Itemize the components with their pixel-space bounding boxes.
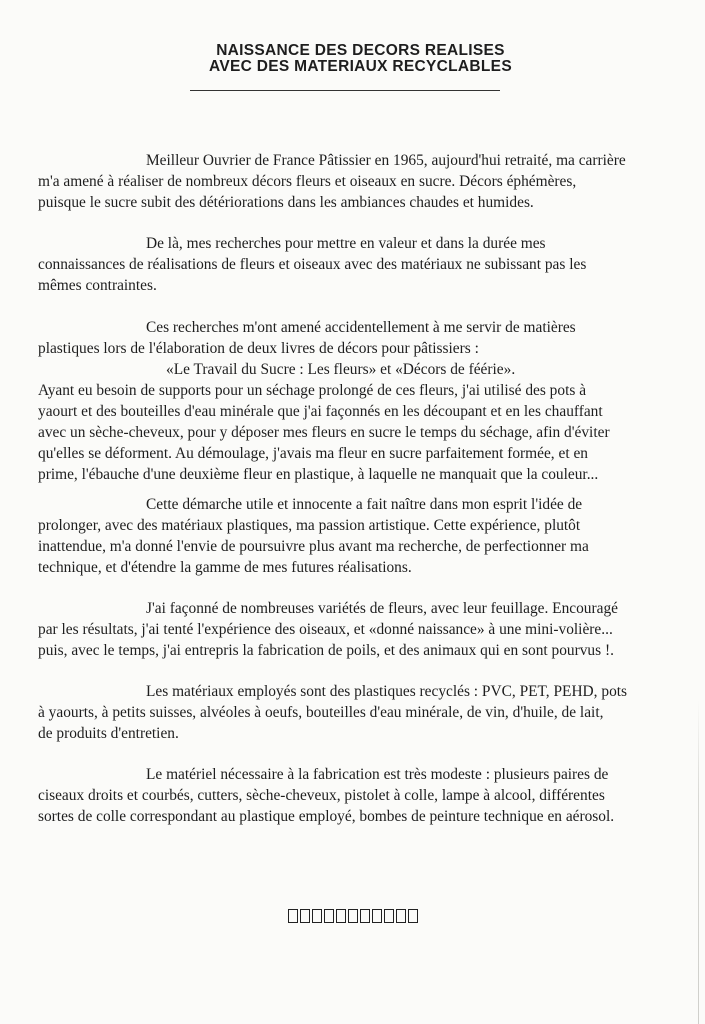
placeholder-glyph-box [324, 909, 334, 923]
text-line: prime, l'ébauche d'une deuxième fleur en plastique, à laquelle ne manquait que la couleur... [38, 466, 599, 483]
text-line: technique, et d'étendre la gamme de mes futures réalisations. [38, 559, 412, 576]
placeholder-glyph-box [300, 909, 310, 923]
text-line: J'ai façonné de nombreuses variétés de fleurs, avec leur feuillage. Encouragé [146, 600, 618, 617]
document-title-line-2: AVEC DES MATERIAUX RECYCLABLES [209, 58, 512, 75]
scan-edge-shadow [698, 700, 699, 1024]
placeholder-glyph-box [384, 909, 394, 923]
paragraph-creations [38, 598, 678, 661]
text-line: avec un sèche-cheveux, pour y déposer mes fleurs en sucre le temps du séchage, afin d'éviter [38, 424, 610, 441]
text-line: ciseaux droits et courbés, cutters, sèche-cheveux, pistolet à colle, lampe à alcool, différentes [38, 787, 605, 804]
placeholder-glyph-box [348, 909, 358, 923]
placeholder-glyph-box [396, 909, 406, 923]
text-line: Ces recherches m'ont amené accidentellement à me servir de matières [146, 319, 576, 336]
text-line: Ayant eu besoin de supports pour un séchage prolongé de ces fleurs, j'ai utilisé des pots à [38, 382, 587, 399]
text-line: Le matériel nécessaire à la fabrication est très modeste : plusieurs paires de [146, 766, 609, 783]
text-line: inattendue, m'a donné l'envie de poursuivre plus avant ma recherche, de perfectionner ma [38, 538, 589, 555]
placeholder-glyph-box [360, 909, 370, 923]
text-line: Cette démarche utile et innocente a fait naître dans mon esprit l'idée de [146, 496, 583, 513]
text-line: connaissances de réalisations de fleurs et oiseaux avec des matériaux ne subissant pas les [38, 256, 587, 273]
text-line: prolonger, avec des matériaux plastiques, ma passion artistique. Cette expérience, plutôt [38, 517, 581, 534]
paragraph-discovery [38, 317, 678, 485]
title-underline [190, 90, 500, 91]
text-line: à yaourts, à petits suisses, alvéoles à oeufs, bouteilles d'eau minérale, de vin, d'huile, de lait, [38, 704, 604, 721]
text-line: puis, avec le temps, j'ai entrepris la fabrication de poils, et des animaux qui en sont pourvus !. [38, 642, 614, 659]
text-line: de produits d'entretien. [38, 725, 179, 742]
text-line: De là, mes recherches pour mettre en valeur et dans la durée mes [146, 235, 546, 252]
paragraph-career [38, 150, 678, 213]
paragraph-passion [38, 494, 678, 578]
document-title-line-1: NAISSANCE DES DECORS REALISES [216, 42, 505, 59]
text-line: sortes de colle correspondant au plastique employé, bombes de peinture technique en aérosol. [38, 808, 615, 825]
placeholder-glyph-box [372, 909, 382, 923]
text-line: puisque le sucre subit des détériorations dans les ambiances chaudes et humides. [38, 194, 534, 211]
text-line: plastiques lors de l'élaboration de deux livres de décors pour pâtissiers : [38, 340, 479, 357]
text-line: yaourt et des bouteilles d'eau minérale que j'ai façonnés en les découpant et en les chauffant [38, 403, 603, 420]
paragraph-equipment [38, 764, 678, 827]
text-line: qu'elles se déforment. Au démoulage, j'avais ma fleur en sucre parfaitement formée, et en [38, 445, 588, 462]
footer-placeholder-boxes [0, 908, 705, 925]
paragraph-research [38, 233, 678, 296]
text-line: par les résultats, j'ai tenté l'expérience des oiseaux, et «donné naissance» à une mini-volière... [38, 621, 613, 638]
text-line: m'a amené à réaliser de nombreux décors fleurs et oiseaux en sucre. Décors éphémères, [38, 173, 577, 190]
paragraph-materials [38, 681, 678, 744]
placeholder-glyph-box [288, 909, 298, 923]
text-line: Les matériaux employés sont des plastiques recyclés : PVC, PET, PEHD, pots [146, 683, 628, 700]
placeholder-glyph-box [312, 909, 322, 923]
text-line: mêmes contraintes. [38, 277, 157, 294]
placeholder-glyph-box [336, 909, 346, 923]
book-titles-line: «Le Travail du Sucre : Les fleurs» et «Décors de féérie». [166, 361, 516, 378]
placeholder-glyph-box [408, 909, 418, 923]
text-line: Meilleur Ouvrier de France Pâtissier en 1965, aujourd'hui retraité, ma carrière [146, 152, 626, 169]
